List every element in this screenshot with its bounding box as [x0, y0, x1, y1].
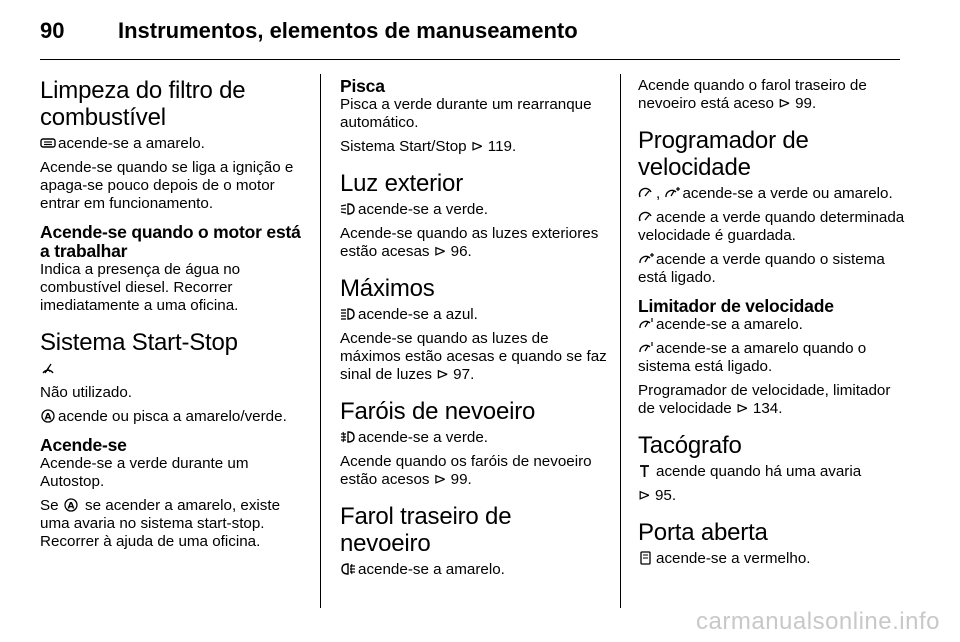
- paragraph: , acende-se a verde ou amarelo.: [638, 185, 906, 203]
- paragraph: Acende-se quando se liga a ignição e apaga-se pouco depois de o motor entrar em funcionamento.: [40, 159, 294, 212]
- paragraph: Programador de velocidade, limitador de velocidade ⊳ 134.: [638, 382, 891, 417]
- heading-engine-running: Acende-se quando o motor está a trabalhar: [40, 222, 301, 261]
- speed-limiter-icon: [638, 341, 654, 355]
- autostop-icon: [63, 498, 79, 512]
- paragraph: Se A se acender a amarelo, existe uma avaria no sistema start-stop. Recorrer à ajuda de uma oficina.: [40, 497, 281, 550]
- heading-tachograph: Tacógrafo: [638, 432, 742, 459]
- exterior-light-icon: [340, 202, 356, 216]
- column-2: [340, 77, 608, 585]
- paragraph: acende-se a verde.: [340, 201, 608, 219]
- cruise-control-icon: [638, 210, 654, 224]
- paragraph: ⊳ 95.: [638, 487, 677, 504]
- heading-fuel-filter: Limpeza do filtro de combustível: [40, 77, 246, 131]
- column-3: [638, 77, 906, 574]
- cruise-control-icon: [638, 186, 654, 200]
- column-1: [40, 77, 308, 557]
- heading-rear-fog-light: Farol traseiro de nevoeiro: [340, 503, 512, 557]
- column-divider-2: [620, 74, 621, 608]
- autostop-icon: [40, 409, 56, 423]
- paragraph: Acende-se quando as luzes de máximos estão acesas e quando se faz sinal de luzes ⊳ 97.: [340, 330, 607, 383]
- door-open-icon: [638, 551, 654, 565]
- high-beam-icon: [340, 307, 356, 321]
- paragraph: Não utilizado.: [40, 384, 133, 401]
- cruise-control-set-icon: [638, 252, 654, 266]
- paragraph: acende-se a amarelo.: [340, 561, 608, 579]
- svg-text:A: A: [44, 412, 52, 423]
- tachograph-icon: [638, 464, 654, 478]
- heading-cruise-control: Programador de velocidade: [638, 127, 809, 181]
- speed-limiter-icon: [638, 317, 654, 331]
- paragraph: [40, 360, 308, 378]
- paragraph: Sistema Start/Stop ⊳ 119.: [340, 138, 517, 155]
- heading-speed-limiter: Limitador de velocidade: [638, 296, 834, 316]
- paragraph: Acende-se a verde durante um Autostop.: [40, 455, 249, 490]
- running-title: Instrumentos, elementos de manuseamento: [118, 18, 578, 43]
- heading-start-stop: Sistema Start-Stop: [40, 329, 238, 356]
- heading-exterior-light: Luz exterior: [340, 170, 463, 197]
- paragraph: acende-se a azul.: [340, 306, 608, 324]
- page-number: 90: [40, 18, 65, 43]
- paragraph: acende a verde quando o sistema está ligado.: [638, 251, 885, 286]
- cruise-control-set-icon: [664, 186, 680, 200]
- paragraph: acende-se a amarelo.: [638, 316, 906, 334]
- paragraph: acende-se a verde.: [340, 429, 608, 447]
- header-rule: [40, 59, 900, 60]
- paragraph: acende-se a amarelo.: [40, 135, 308, 153]
- heading-high-beam: Máximos: [340, 275, 435, 302]
- paragraph: acende-se a vermelho.: [638, 550, 906, 568]
- heading-pisca: Pisca: [340, 76, 385, 96]
- heading-door-open: Porta aberta: [638, 519, 768, 546]
- watermark: carmanualsonline.info: [696, 608, 940, 635]
- svg-text:A: A: [45, 367, 51, 374]
- column-divider-1: [320, 74, 321, 608]
- paragraph: Indica a presença de água no combustível diesel. Recorrer imediatamente a uma oficina.: [40, 261, 241, 314]
- paragraph: Acende quando o farol traseiro de nevoeiro está aceso ⊳ 99.: [638, 77, 867, 112]
- page-header: [40, 18, 900, 48]
- heading-fog-lights: Faróis de nevoeiro: [340, 398, 536, 425]
- rear-fog-light-icon: [340, 562, 356, 576]
- paragraph: acende quando há uma avaria: [638, 463, 906, 481]
- heading-lights-on: Acende-se: [40, 435, 127, 455]
- paragraph: Acende quando os faróis de nevoeiro estão acesos ⊳ 99.: [340, 453, 592, 488]
- fog-light-icon: [340, 430, 356, 444]
- fuel-filter-icon: [40, 136, 56, 150]
- paragraph: A acende ou pisca a amarelo/verde.: [40, 408, 308, 426]
- paragraph: Pisca a verde durante um rearranque automático.: [340, 96, 592, 131]
- paragraph: acende a verde quando determinada velocidade é guardada.: [638, 209, 905, 244]
- start-stop-off-icon: [40, 361, 56, 375]
- paragraph: acende-se a amarelo quando o sistema está ligado.: [638, 340, 867, 375]
- svg-text:A: A: [67, 501, 75, 512]
- paragraph: Acende-se quando as luzes exteriores estão acesas ⊳ 96.: [340, 225, 599, 260]
